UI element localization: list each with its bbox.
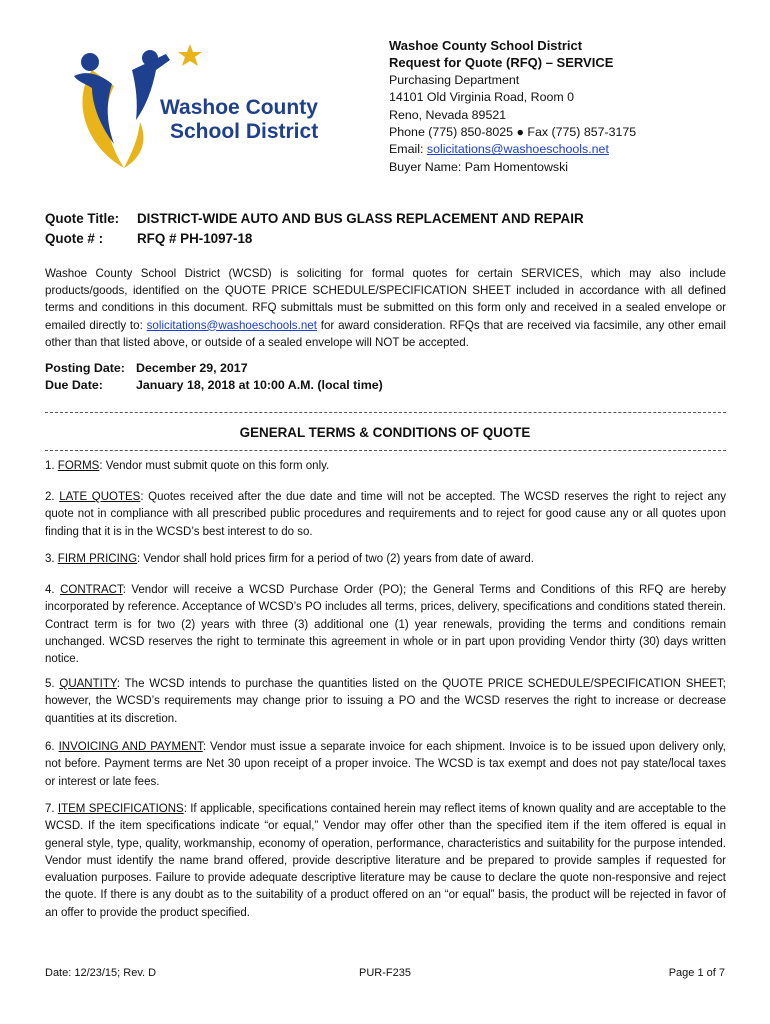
term-item-4: [45, 582, 726, 668]
logo-text-line1: Washoe County: [160, 96, 318, 119]
term-item-5: [45, 676, 726, 728]
divider-bottom: [45, 450, 726, 451]
logo-graphic: [62, 40, 330, 176]
quote-number-label: Quote # :: [45, 231, 104, 246]
section-title: GENERAL TERMS & CONDITIONS OF QUOTE: [239, 425, 531, 440]
due-date-row: [45, 377, 383, 394]
term-text: : Vendor must submit quote on this form only.: [99, 460, 330, 472]
department: Purchasing Department: [389, 72, 520, 87]
intro-text-1: Washoe County School District (WCSD) is soliciting for formal quotes for certain SERVICES, which may also include products/goods, identified on the QUOTE PRICE SCHEDULE/SPECIFICATION SHEET included in accordance with all defined terms and conditions in this document. RFQ submittals must be submitted on this form only and received in a sealed envelope or emailed directly to:: [45, 267, 726, 332]
intro-email-link[interactable]: solicitations@washoeschools.net: [146, 318, 317, 332]
intro-paragraph: [45, 265, 726, 351]
email-line: [389, 141, 749, 158]
term-number: 2.: [45, 491, 60, 503]
intro-text-2: for award consideration. RFQs that are received via facsimile, any other email other than that listed above, or outside of a sealed envelope will NOT be accepted.: [45, 318, 726, 349]
footer-date-rev: Date: 12/23/15; Rev. D: [45, 967, 157, 979]
posting-date-value: December 29, 2017: [136, 361, 248, 375]
term-number: 3.: [45, 553, 58, 565]
term-heading: FORMS: [57, 460, 100, 472]
dates-block: [45, 360, 383, 393]
term-item-1: [45, 458, 726, 475]
term-item-6: [45, 739, 726, 791]
term-item-2: [45, 489, 726, 541]
term-item-3: [45, 551, 726, 568]
header-block: [389, 37, 749, 176]
address-line-1: 14101 Old Virginia Road, Room 0: [389, 90, 575, 105]
due-date-label: Due Date:: [45, 377, 103, 392]
term-text: : Vendor will receive a WCSD Purchase Order (PO); the General Terms and Conditions of this RFQ are hereby incorporated by reference. Acceptance of WCSD’s PO includes all terms, prices, delivery, specifications and conditions stated therein. Contract term is for two (2) years with three (3) additional one (1) year renewals, providing the terms and conditions remain unchanged. WCSD reserves the right to terminate this agreement in whole or in part upon providing Vendor thirty (30) days written notice.: [45, 584, 726, 666]
quote-title-label: Quote Title:: [45, 211, 120, 226]
email-label: Email:: [389, 142, 427, 157]
buyer-name: Buyer Name: Pam Homentowski: [389, 159, 569, 174]
due-date-value: January 18, 2018 at 10:00 A.M. (local time): [136, 377, 383, 392]
divider-top: [45, 412, 726, 413]
footer-page-number: Page 1 of 7: [668, 967, 725, 979]
quote-number-row: [45, 231, 252, 246]
phone-fax: Phone (775) 850-8025 ● Fax (775) 857-3175: [389, 125, 637, 140]
term-heading: QUANTITY: [59, 678, 117, 690]
doc-type: Request for Quote (RFQ) – SERVICE: [389, 55, 614, 71]
posting-date-row: [45, 360, 383, 377]
term-item-7: [45, 801, 726, 922]
district-logo: [62, 40, 330, 176]
quote-title-value: DISTRICT-WIDE AUTO AND BUS GLASS REPLACEMENT AND REPAIR: [137, 211, 584, 226]
email-link[interactable]: solicitations@washoeschools.net: [426, 142, 609, 157]
footer-form-number: PUR-F235: [359, 967, 411, 979]
logo-text-line2: School District: [170, 120, 319, 143]
term-heading: LATE QUOTES: [59, 491, 141, 503]
address-line-2: Reno, Nevada 89521: [389, 107, 507, 122]
term-text: : Vendor must issue a separate invoice for each shipment. Invoice is to be issued upon delivery only, not before. Payment terms are Net 30 upon receipt of a proper invoice. The WCSD is tax exempt and does not pay state/local taxes or interest or late fees.: [45, 741, 726, 788]
posting-date-label: Posting Date:: [45, 361, 125, 375]
term-text: : Quotes received after the due date and time will not be accepted. The WCSD reserves the right to reject any quote not in compliance with all prescribed public procedures and requirements and to reject for good cause any or all quotes upon finding that it is in the WCSD’s best interest to do so.: [45, 491, 726, 538]
quote-title-row: [45, 211, 584, 226]
term-number: 5.: [45, 678, 60, 690]
org-name: Washoe County School District: [389, 38, 583, 53]
term-text: : If applicable, specifications contained herein may reflect items of known quality and are acceptable to the WCSD. If the item specifications indicate “or equal,” Vendor may offer other than the specified item if the item offered is equal in general style, type, quality, workmanship, economy of operation, performance, characteristics and suitability for the purpose intended. Vendor must identify the name brand offered, provide descriptive literature and be prepared to provide samples if requested for evaluation purposes. Failure to provide adequate descriptive literature may be cause to declare the quote non-responsive and reject the quote. If there is any doubt as to the suitability of a product offered on an “or equal” basis, the product will be rejected in favor of an offer to provide the product specified.: [45, 803, 726, 919]
term-number: 6.: [45, 741, 59, 753]
term-heading: INVOICING AND PAYMENT: [58, 741, 203, 753]
quote-number-value: RFQ # PH-1097-18: [137, 231, 253, 246]
term-number: 4.: [45, 584, 61, 596]
term-heading: FIRM PRICING: [57, 553, 138, 565]
term-number: 1.: [45, 460, 58, 472]
term-text: : Vendor shall hold prices firm for a period of two (2) years from date of award.: [137, 553, 534, 565]
term-text: : The WCSD intends to purchase the quantities listed on the QUOTE PRICE SCHEDULE/SPECIFICATION SHEET; however, the WCSD’s requirements may change prior to issuing a PO and the WCSD reserves the right to increase or decrease quantities at its discretion.: [45, 678, 726, 725]
term-heading: ITEM SPECIFICATIONS: [57, 803, 184, 815]
term-heading: CONTRACT: [60, 584, 123, 596]
term-number: 7.: [45, 803, 58, 815]
